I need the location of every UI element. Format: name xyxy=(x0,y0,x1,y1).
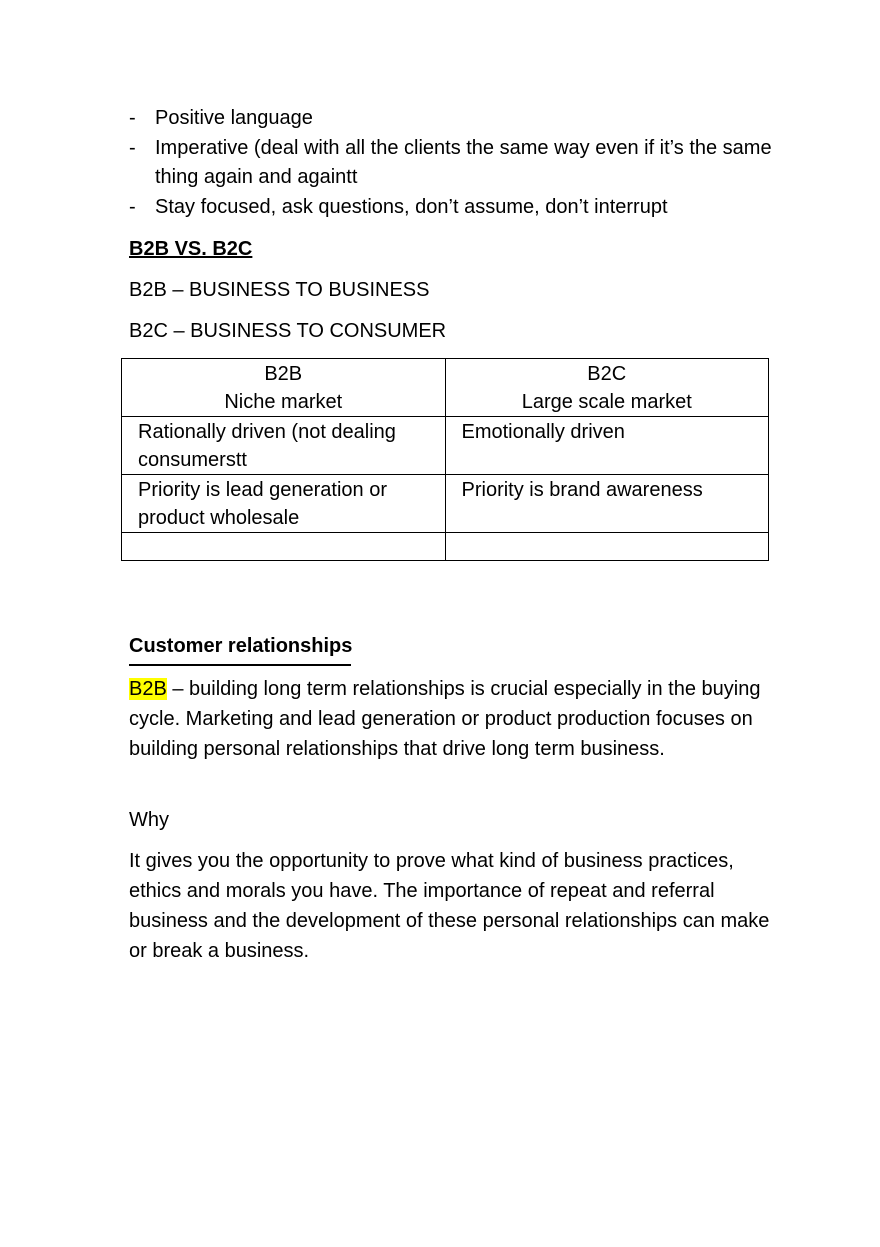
definition-b2b: B2B – BUSINESS TO BUSINESS xyxy=(129,279,430,301)
table-cell: Emotionally driven xyxy=(445,417,769,475)
paragraph-explanation: It gives you the opportunity to prove what kind of business practices, ethics and morals you have. The importance of repeat and referral business and the development of these personal relationships can make or break a business. xyxy=(129,850,770,962)
heading-underline xyxy=(129,664,351,666)
bullet-dash: - xyxy=(129,107,136,129)
list-item: - Positive language xyxy=(129,104,789,134)
section-heading-b2b-vs-b2c: B2B VS. B2C xyxy=(129,238,253,260)
bullet-dash: - xyxy=(129,195,136,218)
list-item: - Stay focused, ask questions, don’t assume, don’t interrupt xyxy=(129,193,789,223)
header-cell-b2b xyxy=(122,359,446,417)
table-row xyxy=(122,533,769,561)
table-row xyxy=(122,475,769,533)
list-item: - Imperative (deal with all the clients the same way even if it’s the same thing again and againtt xyxy=(129,134,789,193)
highlighted-text: B2B xyxy=(129,678,167,700)
header-subtitle: Niche market xyxy=(224,391,343,413)
table-cell: Rationally driven (not dealing consumerstt xyxy=(122,417,446,475)
paragraph-b2b: B2B – building long term relationships is crucial especially in the buying cycle. Marketing and lead generation or product production focuses on building personal relationships that drive long term business. xyxy=(129,678,761,760)
bullet-dash: - xyxy=(129,136,136,159)
table-cell: Priority is brand awareness xyxy=(445,475,769,533)
table-row xyxy=(122,417,769,475)
paragraph-why: Why xyxy=(129,809,169,831)
definition-b2c: B2C – BUSINESS TO CONSUMER xyxy=(129,320,447,342)
table-cell xyxy=(122,533,446,561)
table-cell: Priority is lead generation or product wholesale xyxy=(122,475,446,533)
header-cell-b2c xyxy=(445,359,769,417)
header-title: B2B xyxy=(264,363,303,385)
table-cell xyxy=(445,533,769,561)
header-subtitle: Large scale market xyxy=(521,391,692,413)
header-title: B2C xyxy=(587,363,627,385)
comparison-table xyxy=(121,358,769,561)
table-header-row xyxy=(122,359,769,417)
section-heading-customer-relationships: Customer relationships xyxy=(129,635,353,657)
bullet-list xyxy=(129,104,789,222)
